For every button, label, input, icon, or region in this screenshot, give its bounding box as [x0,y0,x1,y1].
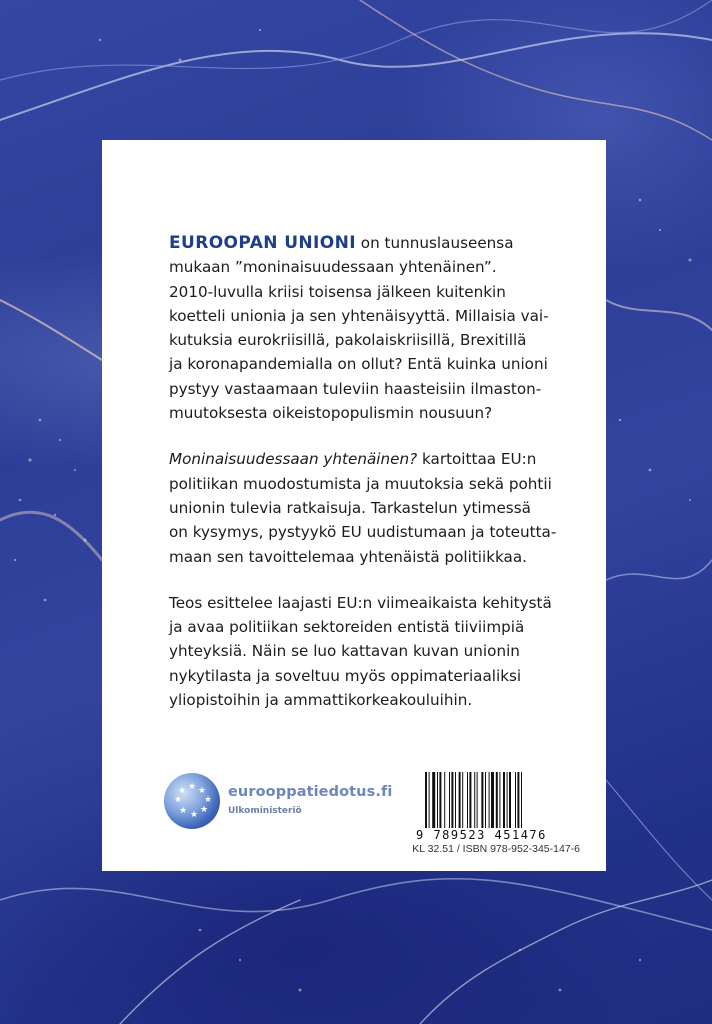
text-panel [102,140,606,871]
line: unionin tulevia ratkaisuja. Tarkastelun ytimessä [169,498,531,517]
star-icon: ★ [190,810,199,820]
star-icon: ★ [178,786,187,796]
star-icon: ★ [204,795,213,805]
line: on tunnuslauseensa [355,234,514,252]
line: yliopistoihin ja ammattikorkeakouluihin. [169,691,473,710]
star-icon: ★ [179,806,188,816]
eu-globe-logo-icon [164,773,220,829]
line: maan sen tavoittelemaa yhtenäistä politiikkaa. [169,547,527,566]
paragraph-intro [169,231,569,425]
lead-title: EUROOPAN UNIONI [169,233,356,253]
line: koetteli unionia ja sen yhtenäisyyttä. Millaisia vai- [169,306,549,325]
isbn-barcode [423,772,557,828]
line: politiikan muodostumista ja muutoksia sekä pohtii [169,474,552,493]
paragraph-audience [169,591,569,712]
line: muutoksesta oikeistopopulismin nousuun? [169,404,493,423]
line: ja koronapandemialla on ollut? Entä kuinka unioni [169,355,548,374]
blurb [169,231,569,734]
line: nykytilasta ja soveltuu myös oppimateriaaliksi [169,666,522,685]
line: kartoittaa EU:n [417,450,537,469]
publisher-subtitle: Ulkoministeriö [228,806,302,816]
line: on kysymys, pystyykö EU uudistumaan ja toteutta- [169,523,557,542]
line: ja avaa politiikan sektoreiden entistä tiiviimpiä [169,618,525,637]
star-icon: ★ [200,805,209,815]
barcode-digits: 9 789523 451476 [416,828,547,842]
line: Teos esittelee laajasti EU:n viimeaikaista kehitystä [169,593,552,612]
line: 2010-luvulla kriisi toisensa jälkeen kuitenkin [169,282,506,301]
star-icon: ★ [174,795,183,805]
paragraph-summary [169,447,569,568]
star-icon: ★ [198,786,207,796]
line: yhteyksiä. Näin se luo kattavan kuvan unionin [169,642,520,661]
line: kutuksia eurokriisillä, pakolaiskriisillä, Brexitillä [169,331,527,350]
classification-isbn: KL 32.51 / ISBN 978-952-345-147-6 [412,843,580,855]
book-title-italic: Moninaisuudessaan yhtenäinen? [169,450,418,469]
publisher-name: eurooppatiedotus.fi [228,784,393,800]
star-icon: ★ [188,782,197,792]
line: pystyy vastaamaan tuleviin haasteisiin ilmaston- [169,379,542,398]
line: mukaan ”moninaisuudessaan yhtenäinen”. [169,258,497,277]
